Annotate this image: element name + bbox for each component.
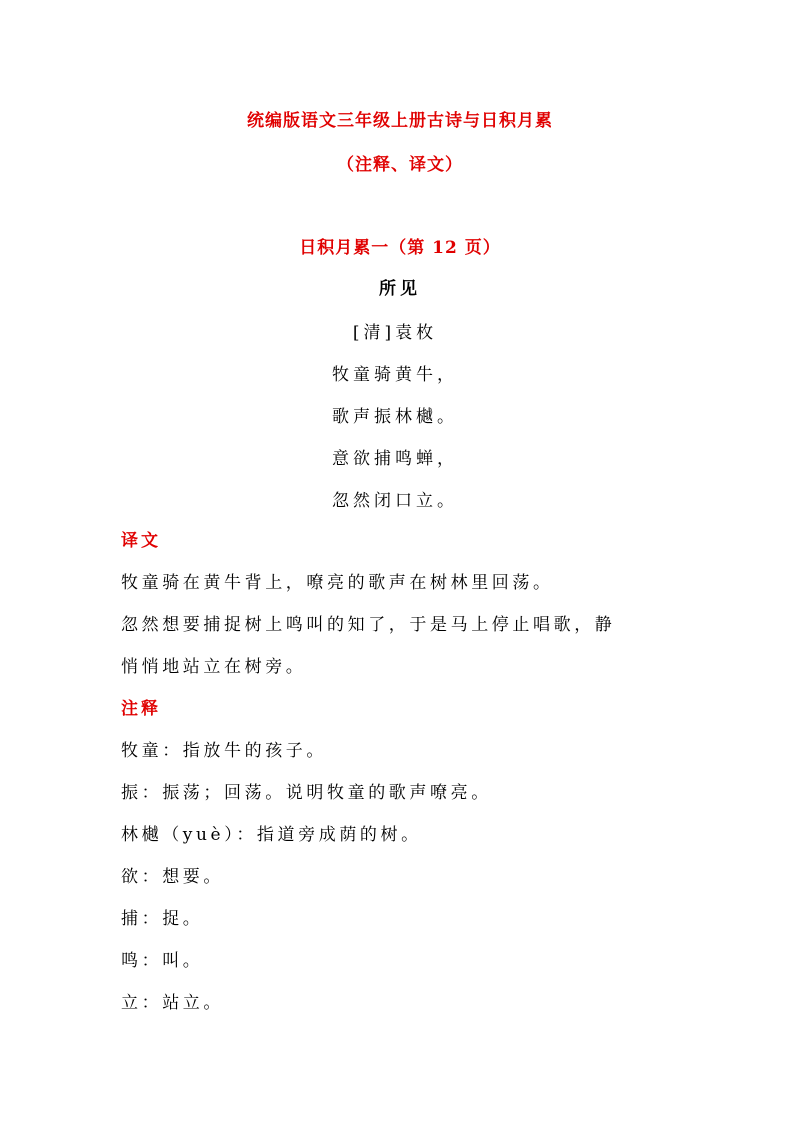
translation-line: 牧童骑在黄牛背上，嘹亮的歌声在树林里回荡。 [121,573,554,593]
note-item: 林樾（yuè）：指道旁成荫的树。 [121,825,422,845]
poem-line: 牧童骑黄牛， [332,365,458,385]
doc-subtitle: （注释、译文） [337,155,463,175]
note-item: 立：站立。 [121,993,224,1013]
poem-author: [清]袁枚 [352,323,438,343]
poem-line: 歌声振林樾。 [332,407,458,427]
doc-title: 统编版语文三年级上册古诗与日积月累 [247,111,553,131]
notes-heading: 注释 [121,699,161,719]
note-item: 捕：捉。 [121,909,204,929]
translation-line: 悄悄地站立在树旁。 [121,657,307,677]
poem-title: 所见 [379,279,421,299]
section-title: 日积月累一（第 12 页） [299,238,501,258]
poem-line: 意欲捕鸣蝉， [332,449,458,469]
note-item: 鸣：叫。 [121,951,204,971]
note-item: 欲：想要。 [121,867,224,887]
translation-heading: 译文 [121,531,161,551]
poem-line: 忽然闭口立。 [332,491,458,511]
translation-line: 忽然想要捕捉树上鸣叫的知了，于是马上停止唱歌，静 [121,615,616,635]
note-item: 振：振荡；回荡。说明牧童的歌声嘹亮。 [121,783,492,803]
note-item: 牧童：指放牛的孩子。 [121,741,327,761]
